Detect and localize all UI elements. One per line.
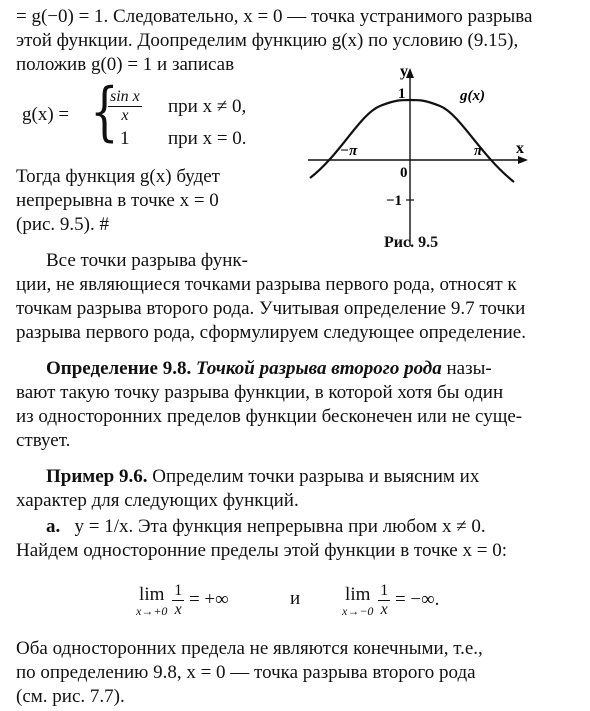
text-line-18: Найдем односторонние пределы этой функции в точке x = 0: [16,540,507,561]
text-line-2: этой функции. Доопределим функцию g(x) по условию (9.15), [16,30,519,51]
text-line-13: из односторонних пределов функции бесконечен или не суще- [16,406,523,427]
text-line-3: положив g(0) = 1 и записав [16,54,235,75]
item-a-text: y = 1/x. Эта функция непрерывна при любом x ≠ 0. [74,516,486,537]
text-line-4: Тогда функция g(x) будет [16,166,220,187]
sinx-over-x-fraction [108,88,142,125]
figure-caption: Рис. 9.5 [384,234,439,251]
tick-label-origin: 0 [400,165,408,181]
gx-curve [310,100,514,182]
lim-operator-2 [342,585,373,617]
text-line-22: (см. рис. 7.7). [16,686,125,707]
text-line-10: разрыва первого рода, сформулируем следующее определение. [16,322,526,343]
fraction-denominator-1: x [174,601,182,618]
text-line-16: характер для следующих функций. [16,490,299,511]
text-line-6: (рис. 9.5). # [16,214,110,235]
example-heading: Пример 9.6. [46,466,148,487]
piecewise-value-2: 1 [120,128,130,149]
lim-subscript-1: x→+0 [136,603,168,618]
tick-label-y-1: 1 [398,86,406,102]
x-axis-label: x [516,140,524,157]
limit-plus-zero [136,582,229,619]
text-line-21: по определению 9.8, x = 0 — точка разрыва второго рода [16,662,476,683]
lim-word-2: lim [345,583,371,605]
example-continuation: Определим точки разрыва и выясним их [147,466,480,487]
definition-term: Точкой разрыва второго рода [195,358,442,379]
fraction-denominator: x [121,107,129,124]
fraction-denominator-2: x [380,601,388,618]
text-line-7: Все точки разрыва функ- [46,250,248,271]
piecewise-case-1 [108,88,142,125]
text-line-12: вают такую точку разрыва функции, в которой хотя бы один [16,382,504,403]
curve-label: g(x) [460,88,485,104]
text-line-1: = g(−0) = 1. Следовательно, x = 0 — точка устранимого разрыва [16,6,533,27]
fraction-numerator: sin x [110,88,140,105]
x-axis-arrow-icon [518,156,528,164]
fraction-numerator-1: 1 [174,582,183,599]
figure-9-5 [300,60,540,256]
text-line-5: непрерывна в точке x = 0 [16,190,219,211]
definition-continuation: назы- [441,358,492,379]
text-line-9: точкам разрыва второго рода. Учитывая определение 9.7 точки [16,298,526,319]
piecewise-condition-2: при x = 0. [168,128,247,149]
piecewise-lhs: g(x) = [22,104,70,125]
text-line-20: Оба односторонних предела не являются конечными, т.е., [16,638,483,659]
text-line-8: ции, не являющиеся точками разрыва первого рода, относят к [16,274,517,295]
conjunction-and: и [290,588,301,609]
definition-line [46,358,492,380]
tick-label-minus-pi: −π [340,143,358,159]
lim-word-1: lim [139,583,165,605]
y-axis-label: y [400,63,408,80]
definition-heading: Определение 9.8. [46,358,192,379]
fraction-numerator-2: 1 [380,582,389,599]
limit-value-1: = +∞ [188,588,229,610]
tick-label-pi: π [474,143,483,159]
example-line [46,466,479,488]
one-over-x-fraction-2 [378,582,390,619]
item-marker-a: а. [46,516,61,537]
text-line-14: ствует. [16,430,71,451]
lim-subscript-2: x→−0 [342,603,374,618]
limit-minus-zero [342,582,439,619]
piecewise-condition-1: при x ≠ 0, [168,96,247,117]
limit-value-2: = −∞. [394,588,440,610]
text-line-17 [46,516,486,538]
piecewise-brace: { [90,75,119,149]
tick-label-y-minus-1: −1 [386,193,403,209]
lim-operator-1 [136,585,167,617]
one-over-x-fraction-1 [172,582,184,619]
